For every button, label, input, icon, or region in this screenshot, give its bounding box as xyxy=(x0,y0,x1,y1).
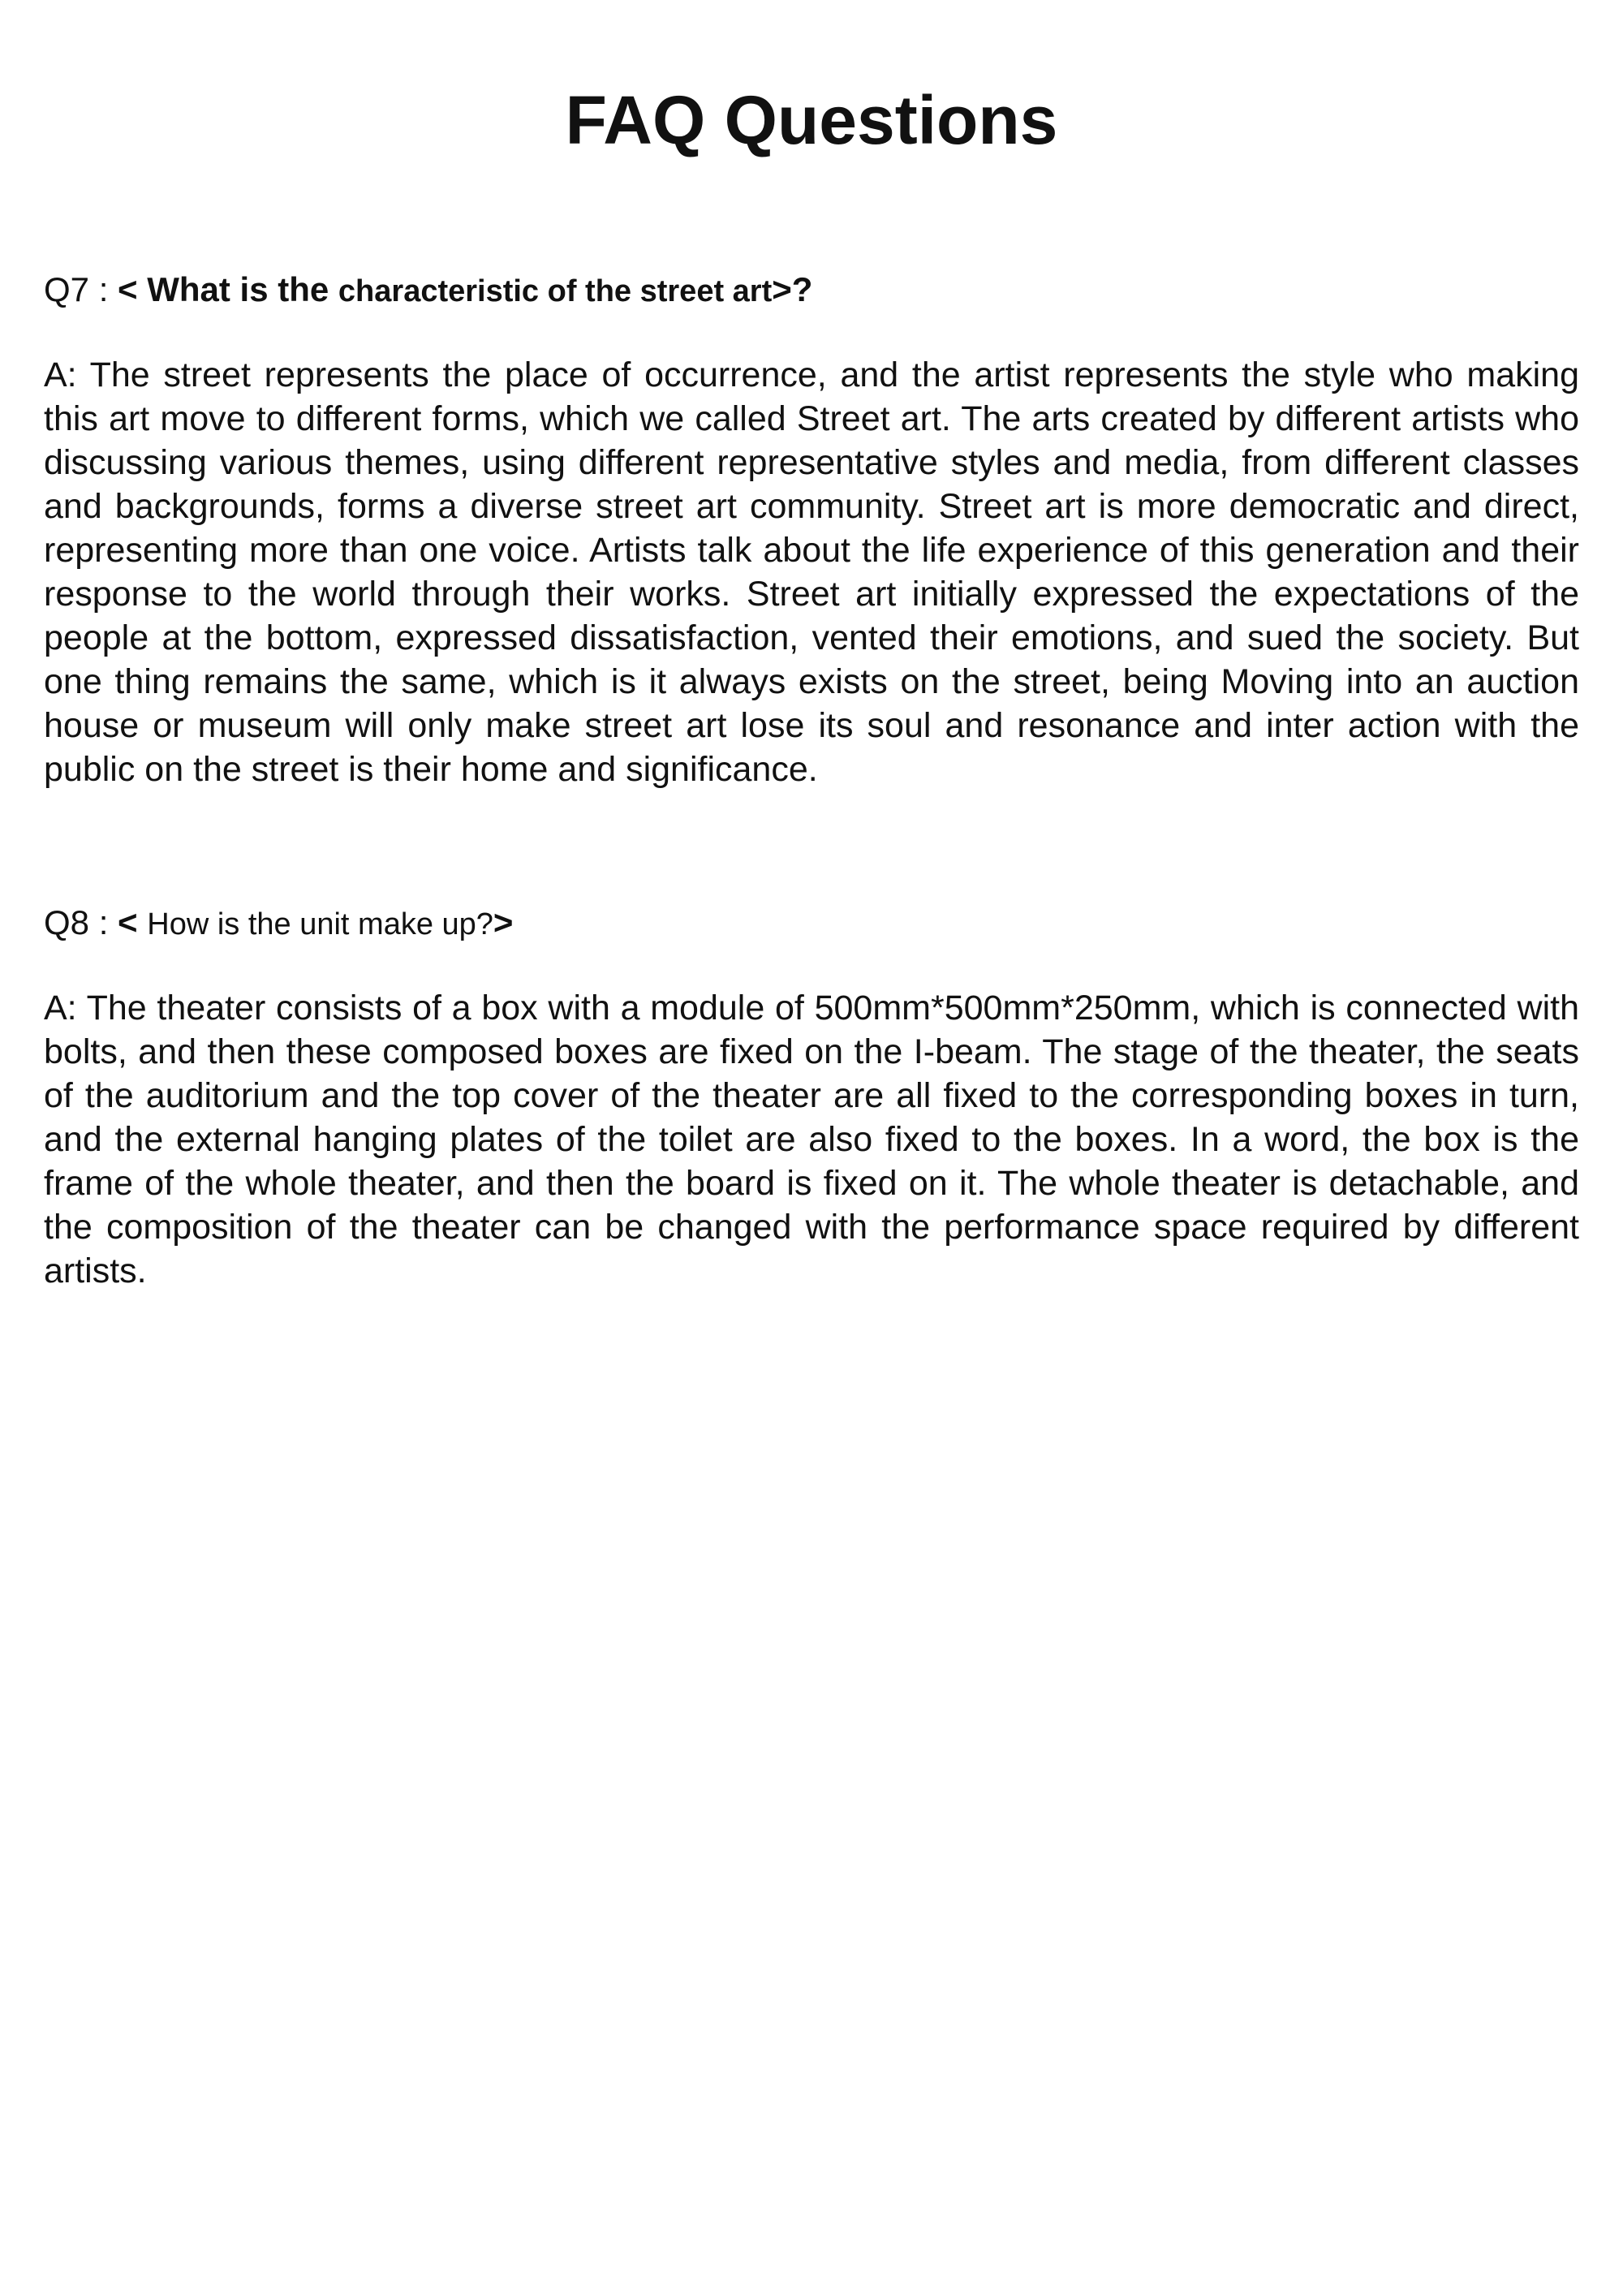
question-label: Q7 : xyxy=(44,270,118,308)
question-topic: characteristic of the street art xyxy=(338,274,773,308)
answer-q7: A: The street represents the place of occurrence, and the artist represents the style who making this art move to different forms, which we called Street art. The arts created by different artists who discussing various themes, using different representative styles and media, from different classes and backgrounds, forms a diverse street art community. Street art is more democratic and direct, representing more than one voice. Artists talk about the life experience of this generation and their response to the world through their works. Street art initially expressed the expectations of the people at the bottom, expressed dissatisfaction, vented their emotions, and sued the society. But one thing remains the same, which is it always exists on the street, being Moving into an auction house or museum will only make street art lose its soul and resonance and inter action with the public on the street is their home and significance. xyxy=(44,355,1579,789)
question-q8 xyxy=(44,901,1579,946)
question-q7 xyxy=(44,268,1579,312)
question-topic: How is the unit make up? xyxy=(147,907,493,941)
question-close: >? xyxy=(772,270,813,308)
faq-item-q8 xyxy=(44,901,1579,1293)
question-open: < What is the xyxy=(118,270,338,308)
answer-q8: A: The theater consists of a box with a module of 500mm*500mm*250mm, which is connected with bolts, and then these composed boxes are fixed on the I-beam. The stage of the theater, the seats of the auditorium and the top cover of the theater are all fixed to the corresponding boxes in turn, and the external hanging plates of the toilet are also fixed to the boxes. In a word, the box is the frame of the whole theater, and then the board is fixed on it. The whole theater is detachable, and the composition of the theater can be changed with the performance space required by different artists. xyxy=(44,988,1579,1290)
question-close: > xyxy=(493,903,514,941)
faq-item-q7 xyxy=(44,268,1579,791)
question-open: < xyxy=(118,903,148,941)
page-title: FAQ Questions xyxy=(565,82,1058,158)
question-label: Q8 : xyxy=(44,903,118,941)
